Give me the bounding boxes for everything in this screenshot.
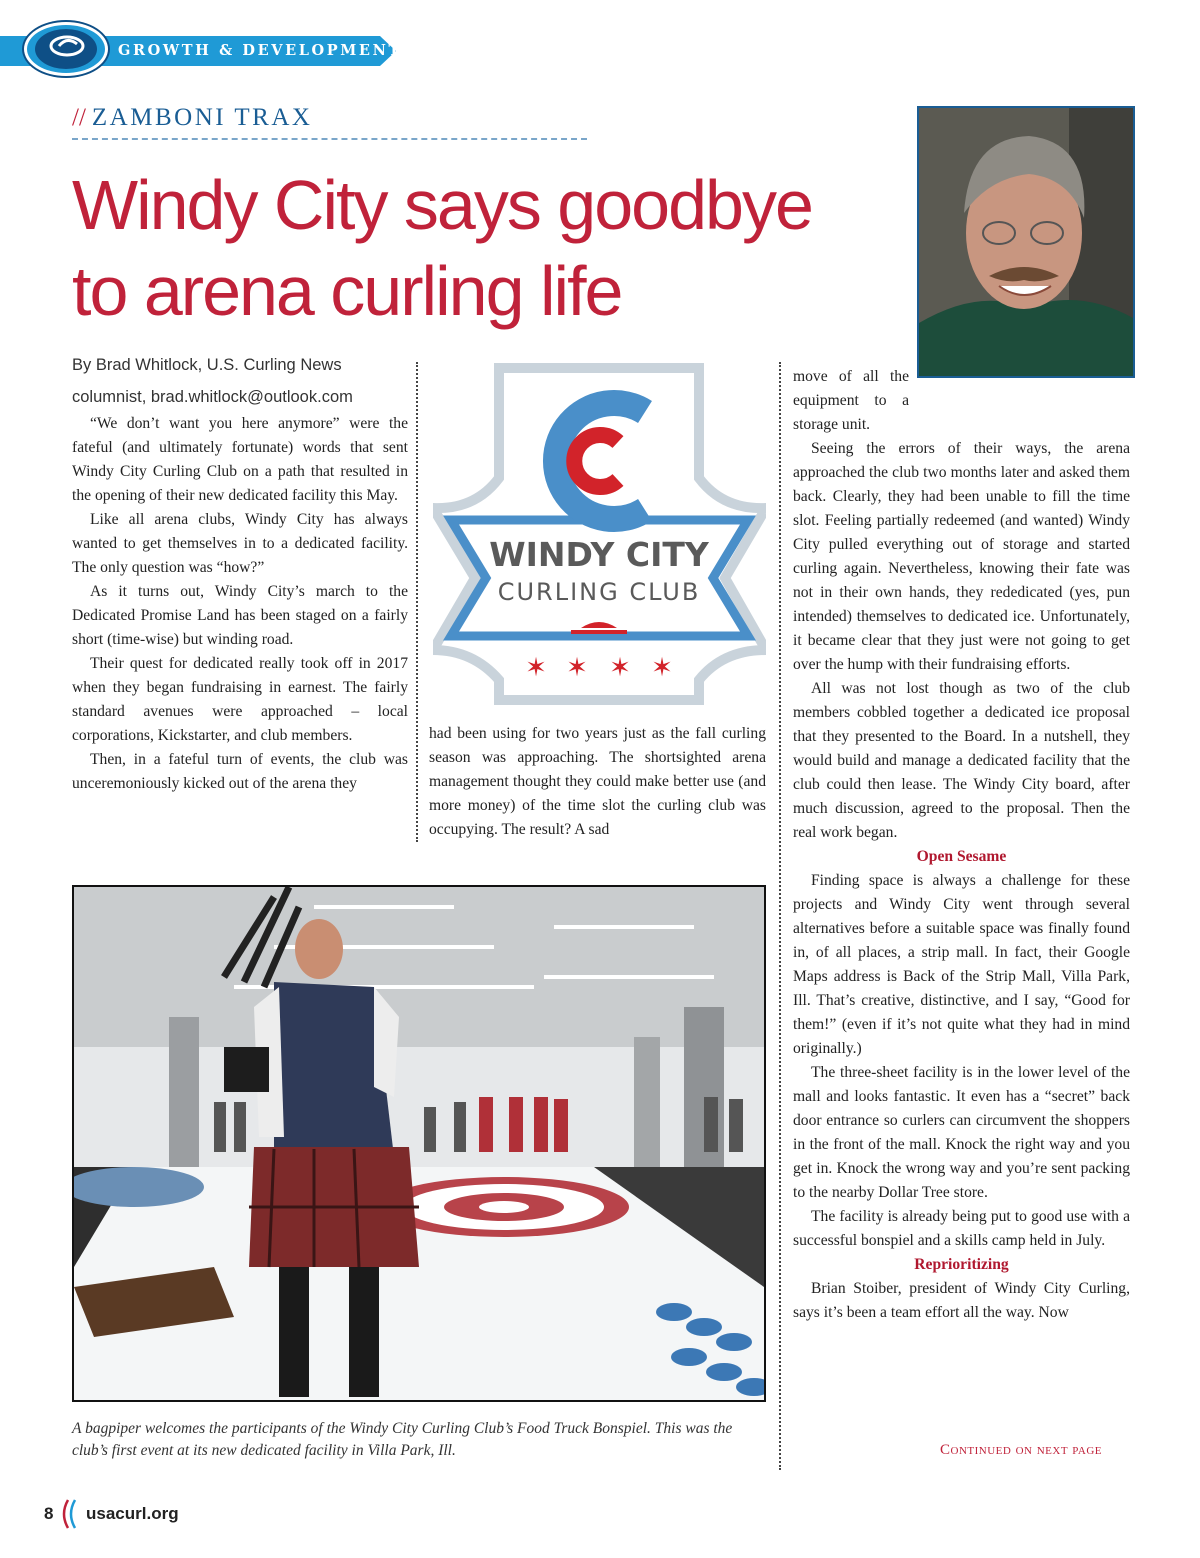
byline-contact: columnist, brad.whitlock@outlook.com bbox=[72, 388, 353, 406]
paragraph: Seeing the errors of their ways, the arena approached the club two months later and asked them back. Clearly, they had been unable to fill the time slot. Feeling partially redeemed (and wanted) Windy City pulled everything out of storage and started curling again. Nevertheless, knowing their fate was not in their own hands, they rededicated (yes, pun intended) themselves to dedicated ice. Unfortunately, it became clear that they just were not going to get over the hump with their fundraising efforts. bbox=[793, 440, 1130, 673]
column-2 bbox=[429, 722, 766, 842]
paragraph: Brian Stoiber, president of Windy City Curling, says it’s been a team effort all the way. Now bbox=[793, 1280, 1130, 1321]
section-label: GROWTH & DEVELOPMENT bbox=[118, 42, 402, 59]
logo-line-2: CURLING CLUB bbox=[497, 578, 701, 606]
curling-stone-icon bbox=[49, 35, 85, 57]
author-headshot bbox=[917, 106, 1135, 378]
parenthesis-mark-icon bbox=[60, 1498, 82, 1530]
paragraph: Finding space is always a challenge for these projects and Windy City went through several alternatives before a suitable space was finally found in, of all places, a strip mall. In fact, their Google Maps address is Back of the Strip Mall, Villa Park, Ill. That’s creative, distinctive, and I say, “Good for them!” (even if it’s not quite what they had in mind originally.) bbox=[793, 872, 1130, 1057]
windy-city-club-logo bbox=[433, 360, 766, 708]
svg-text:✶: ✶ bbox=[609, 653, 631, 682]
paragraph: The three-sheet facility is in the lower level of the mall and looks fantastic. It even has a “secret” back door entrance so curlers can circumvent the shoppers in the front of the mall. Knock the right way and you get in. Knock the wrong way and you’re sent packing to the nearby Dollar Tree store. bbox=[793, 1064, 1130, 1201]
paragraph: Their quest for dedicated really took off in 2017 when they began fundraising in earnest. The fairly standard avenues were approached – local corporations, Kickstarter, and club members. bbox=[72, 655, 408, 744]
page-number: 8 bbox=[44, 1504, 54, 1523]
paragraph-lead: move of all the equipment to a storage unit. bbox=[793, 368, 909, 433]
svg-text:✶: ✶ bbox=[525, 653, 547, 682]
column-rule-left bbox=[416, 362, 418, 842]
bagpiper-photo bbox=[72, 885, 766, 1402]
logo-wordmark: USA Curling bbox=[64, 79, 103, 86]
kicker-slashes: // bbox=[72, 104, 86, 131]
title-line-2: to arena curling life bbox=[72, 252, 622, 330]
kicker-label: ZAMBONI TRAX bbox=[91, 104, 313, 131]
paragraph: As it turns out, Windy City’s march to the Dedicated Promise Land has been staged on a fairly short (time-wise) but winding road. bbox=[72, 583, 408, 648]
column-1 bbox=[72, 412, 408, 796]
title-line-1: Windy City says goodbye bbox=[72, 166, 812, 244]
continued-link[interactable]: Continued on next page bbox=[940, 1442, 1103, 1458]
column-rule-right bbox=[779, 362, 781, 1470]
site-url[interactable]: usacurl.org bbox=[86, 1504, 179, 1523]
paragraph: The facility is already being put to good use with a successful bonspiel and a skills camp held in July. bbox=[793, 1208, 1130, 1249]
byline-name: By Brad Whitlock, U.S. Curling News bbox=[72, 356, 342, 374]
svg-text:✶: ✶ bbox=[651, 653, 673, 682]
kicker-divider bbox=[72, 138, 587, 140]
paragraph: All was not lost though as two of the club members cobbled together a dedicated ice proposal that they presented to the Board. In a nutshell, they would build and manage a dedicated facility that the club could then lease. The Windy City board, after much discussion, agreed to the proposal. Then the real work began. bbox=[793, 680, 1130, 841]
subhead-reprioritizing: Reprioritizing bbox=[914, 1256, 1009, 1273]
paragraph: Then, in a fateful turn of events, the club was unceremoniously kicked out of the arena they bbox=[72, 751, 408, 792]
paragraph: Like all arena clubs, Windy City has always wanted to get themselves in to a dedicated facility. The only question was “how?” bbox=[72, 511, 408, 576]
logo-line-1: WINDY CITY bbox=[489, 535, 709, 574]
department-kicker bbox=[72, 104, 312, 132]
column-3 bbox=[793, 365, 1130, 1325]
paragraph: “We don’t want you here anymore” were the fateful (and ultimately fortunate) words that sent Windy City Curling Club on a path that resulted in the opening of their new dedicated facility this May. bbox=[72, 415, 408, 504]
subhead-open-sesame: Open Sesame bbox=[916, 848, 1007, 865]
article-title bbox=[72, 162, 892, 334]
svg-text:✶: ✶ bbox=[566, 653, 588, 682]
paragraph: had been using for two years just as the fall curling season was approaching. The shortsighted arena management thought they could make better use (and more money) of the time slot the curling club was occupying. The result? A sad bbox=[429, 725, 766, 838]
photo-caption: A bagpiper welcomes the participants of the Windy City Curling Club’s Food Truck Bonspiel. This was the club’s first event at its new dedicated facility in Villa Park, Ill. bbox=[72, 1420, 733, 1459]
usa-curling-logo bbox=[24, 22, 108, 86]
